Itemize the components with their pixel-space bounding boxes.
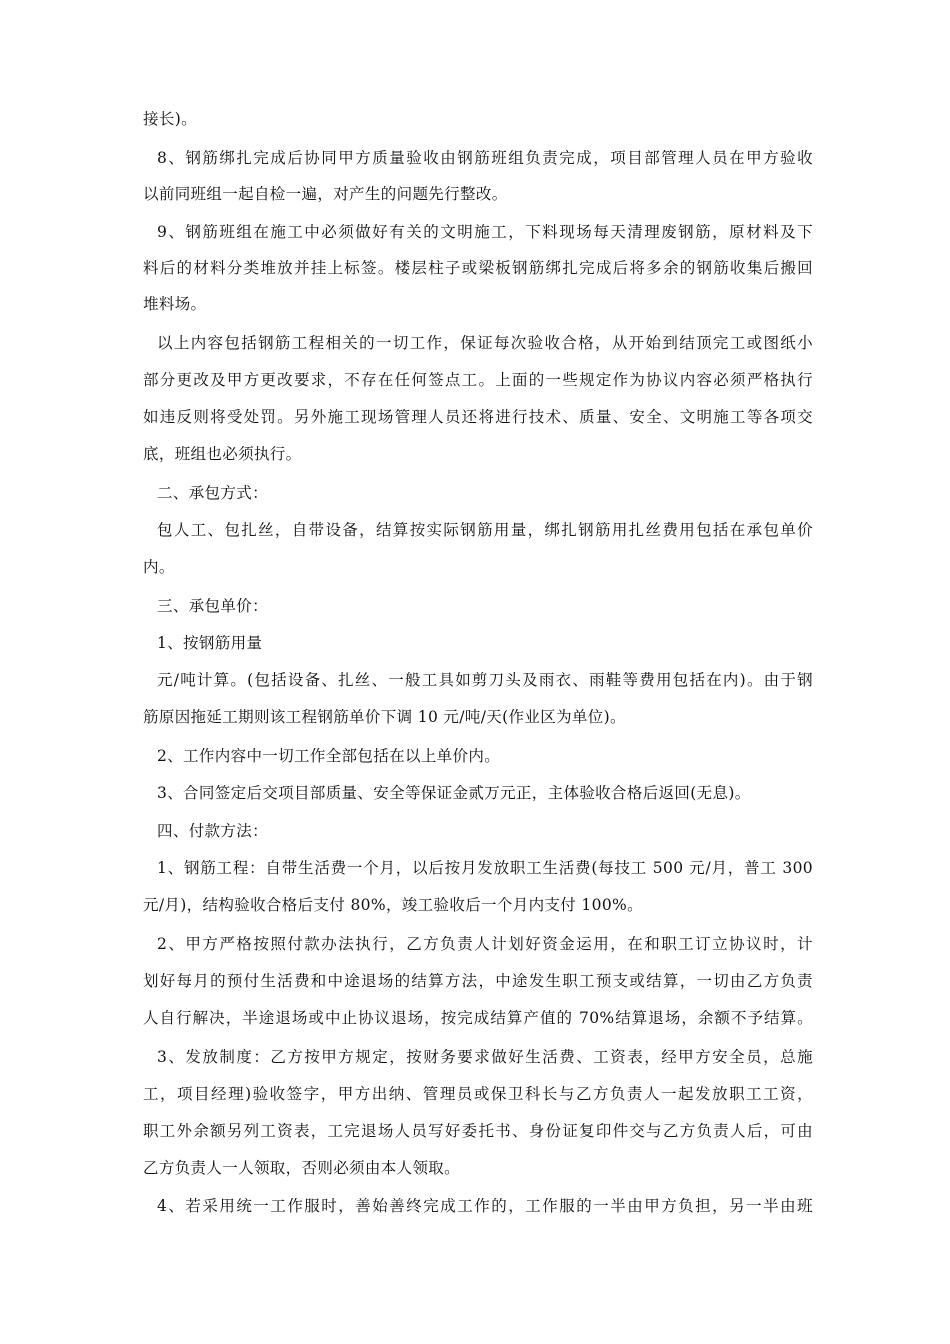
text-line: 如违反则将受处罚。另外施工现场管理人员还将进行技术、质量、安全、文明施工等各项交: [143, 408, 813, 426]
text-line: 以上内容包括钢筋工程相关的一切工作，保证每次验收合格，从开始到结顶完工或图纸小: [157, 334, 813, 352]
text-line: 内。: [143, 558, 175, 576]
text-line: 部分更改及甲方更改要求，不存在任何签点工。上面的一些规定作为协议内容必须严格执行: [143, 371, 813, 389]
text-line: 3、发放制度：乙方按甲方规定，按财务要求做好生活费、工资表，经甲方安全员，总施: [157, 1048, 813, 1066]
text-line: 人自行解决，半途退场或中止协议退场，按完成结算产值的 70%结算退场，余额不予结算。: [143, 1009, 813, 1027]
section-heading: 三、承包单价：: [157, 597, 268, 615]
text-line: 底，班组也必须执行。: [143, 445, 302, 463]
text-line: 职工外余额另列工资表，工完退场人员写好委托书、身份证复印件交与乙方负责人后，可由: [143, 1122, 813, 1140]
text-line: 筋原因拖延工期则该工程钢筋单价下调 10 元/吨/天(作业区为单位)。: [143, 708, 626, 726]
text-line: 3、合同签定后交项目部质量、安全等保证金贰万元正，主体验收合格后返回(无息)。: [157, 784, 751, 802]
text-line: 元/月)，结构验收合格后支付 80%，竣工验收后一个月内支付 100%。: [143, 896, 643, 914]
text-line: 料后的材料分类堆放并挂上标签。楼层柱子或梁板钢筋绑扎完成后将多余的钢筋收集后搬回: [143, 259, 813, 277]
text-line: 1、按钢筋用量: [157, 634, 263, 652]
section-heading: 四、付款方法：: [157, 822, 268, 840]
text-line: 1、钢筋工程：自带生活费一个月，以后按月发放职工生活费(每技工 500 元/月，普工 300: [157, 859, 813, 877]
text-line: 2、甲方严格按照付款办法执行，乙方负责人计划好资金运用，在和职工订立协议时，计: [157, 935, 813, 953]
text-line: 接长)。: [143, 110, 197, 128]
text-line: 2、工作内容中一切工作全部包括在以上单价内。: [157, 747, 501, 765]
text-line: 9、钢筋班组在施工中必须做好有关的文明施工，下料现场每天清理废钢筋，原材料及下: [157, 223, 813, 241]
section-heading: 二、承包方式：: [157, 484, 268, 502]
text-line: 8、钢筋绑扎完成后协同甲方质量验收由钢筋班组负责完成，项目部管理人员在甲方验收: [157, 149, 813, 167]
text-line: 堆料场。: [143, 295, 207, 313]
text-line: 工，项目经理)验收签字，甲方出纳、管理员或保卫科长与乙方负责人一起发放职工工资，: [143, 1085, 813, 1103]
text-line: 乙方负责人一人领取，否则必须由本人领取。: [143, 1159, 461, 1177]
text-line: 以前同班组一起自检一遍，对产生的问题先行整改。: [143, 185, 508, 203]
text-line: 包人工、包扎丝，自带设备，结算按实际钢筋用量，绑扎钢筋用扎丝费用包括在承包单价: [157, 521, 813, 539]
text-line: 划好每月的预付生活费和中途退场的结算方法，中途发生职工预支或结算，一切由乙方负责: [143, 972, 813, 990]
text-line: 元/吨计算。(包括设备、扎丝、一般工具如剪刀头及雨衣、雨鞋等费用包括在内)。由于钢: [157, 671, 813, 689]
text-line: 4、若采用统一工作服时，善始善终完成工作的，工作服的一半由甲方负担，另一半由班: [157, 1197, 813, 1215]
